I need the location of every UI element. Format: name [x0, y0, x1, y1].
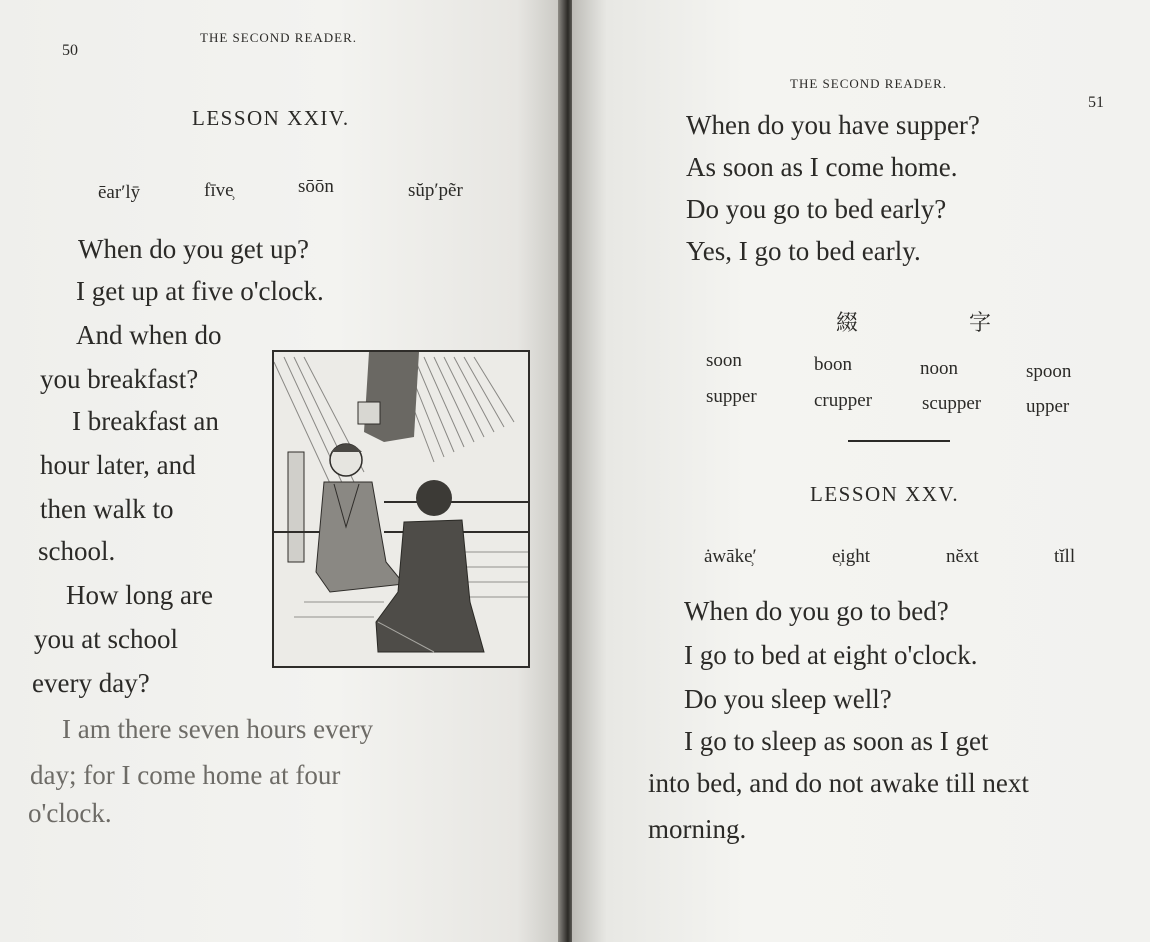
page-number: 51: [1088, 94, 1104, 111]
text-line: Do you sleep well?: [684, 684, 892, 714]
drill-word: boon: [814, 354, 852, 375]
text-line: o'clock.: [28, 798, 112, 828]
spelling-heading: 綴 字: [836, 311, 1043, 336]
text-line: When do you get up?: [78, 234, 309, 264]
vocab-word: sōōn: [298, 176, 334, 197]
text-line: As soon as I come home.: [686, 152, 958, 182]
text-line: I get up at five o'clock.: [76, 276, 324, 306]
text-line: I am there seven hours every: [62, 714, 374, 744]
text-line: Yes, I go to bed early.: [686, 236, 921, 266]
running-header: THE SECOND READER.: [200, 30, 358, 45]
vocab-word: fīve̹: [204, 180, 234, 201]
vocab-word: ēar′lȳ: [98, 182, 141, 203]
text-line: then walk to: [40, 494, 174, 524]
vocab-word: tĭll: [1054, 546, 1076, 567]
drill-word: spoon: [1026, 361, 1072, 382]
text-line: I go to sleep as soon as I get: [684, 726, 989, 756]
drill-word: soon: [706, 350, 742, 371]
text-line: you breakfast?: [40, 364, 199, 394]
vocab-word: sŭp′pẽr: [408, 180, 463, 201]
text-line: every day?: [32, 668, 150, 698]
text-line: morning.: [648, 814, 747, 844]
vocab-word: nĕxt: [946, 546, 979, 567]
text-line: you at school: [34, 624, 178, 654]
right-page-paper: [572, 0, 1150, 942]
text-line: And when do: [76, 320, 222, 350]
drill-word: scupper: [922, 393, 982, 414]
text-line: hour later, and: [40, 450, 196, 480]
lesson-title: LESSON XXIV.: [192, 106, 350, 130]
drill-word: upper: [1026, 396, 1070, 417]
vocab-word: e̹ight: [832, 546, 870, 567]
text-line: When do you go to bed?: [684, 596, 949, 626]
text-line: When do you have supper?: [686, 110, 980, 140]
text-line: into bed, and do not awake till next: [648, 768, 1029, 798]
text-line: I go to bed at eight o'clock.: [684, 640, 978, 670]
running-header: THE SECOND READER.: [790, 76, 948, 91]
text-line: I breakfast an: [72, 406, 219, 436]
page-number: 50: [62, 42, 78, 59]
drill-word: supper: [706, 386, 757, 407]
text-line: Do you go to bed early?: [686, 194, 947, 224]
text-line: school.: [38, 536, 116, 566]
section-divider: [848, 440, 950, 442]
drill-word: noon: [920, 358, 958, 379]
vocab-word: ȧwāke̹′: [704, 546, 757, 567]
text-line: day; for I come home at four: [30, 760, 341, 790]
lesson-title: LESSON XXV.: [810, 482, 960, 506]
drill-word: crupper: [814, 390, 873, 411]
text-line: How long are: [66, 580, 213, 610]
